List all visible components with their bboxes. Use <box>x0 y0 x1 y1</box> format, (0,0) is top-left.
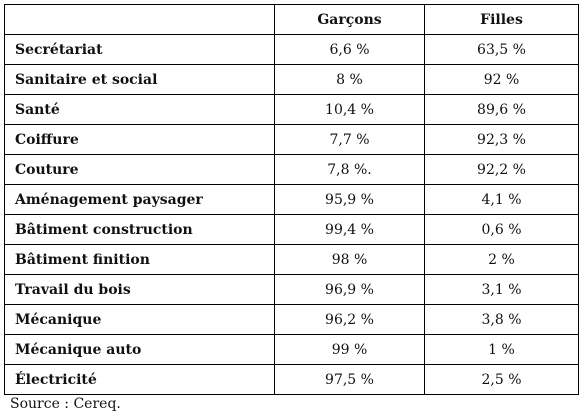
boys-value: 96,9 % <box>275 275 425 305</box>
row-label: Bâtiment finition <box>5 245 275 275</box>
header-empty-cell <box>5 5 275 35</box>
table-row <box>5 35 579 65</box>
girls-value: 2,5 % <box>425 365 579 395</box>
girls-value: 4,1 % <box>425 185 579 215</box>
boys-value: 7,8 %. <box>275 155 425 185</box>
boys-value: 6,6 % <box>275 35 425 65</box>
table-row <box>5 335 579 365</box>
row-label: Aménagement paysager <box>5 185 275 215</box>
girls-value: 89,6 % <box>425 95 579 125</box>
boys-value: 95,9 % <box>275 185 425 215</box>
table-row <box>5 275 579 305</box>
table-row <box>5 65 579 95</box>
table-row <box>5 185 579 215</box>
source-note: Source : Cereq. <box>10 396 121 412</box>
table-row <box>5 125 579 155</box>
girls-value: 0,6 % <box>425 215 579 245</box>
girls-value: 3,8 % <box>425 305 579 335</box>
row-label: Mécanique <box>5 305 275 335</box>
table-row <box>5 155 579 185</box>
girls-value: 1 % <box>425 335 579 365</box>
boys-value: 8 % <box>275 65 425 95</box>
row-label: Coiffure <box>5 125 275 155</box>
row-label: Électricité <box>5 365 275 395</box>
boys-value: 96,2 % <box>275 305 425 335</box>
header-row <box>5 5 579 35</box>
row-label: Bâtiment construction <box>5 215 275 245</box>
header-girls: Filles <box>425 5 579 35</box>
row-label: Travail du bois <box>5 275 275 305</box>
girls-value: 2 % <box>425 245 579 275</box>
girls-value: 3,1 % <box>425 275 579 305</box>
row-label: Secrétariat <box>5 35 275 65</box>
boys-value: 97,5 % <box>275 365 425 395</box>
boys-value: 99 % <box>275 335 425 365</box>
table-row <box>5 95 579 125</box>
girls-value: 92 % <box>425 65 579 95</box>
boys-value: 10,4 % <box>275 95 425 125</box>
table-row <box>5 215 579 245</box>
girls-value: 63,5 % <box>425 35 579 65</box>
boys-value: 99,4 % <box>275 215 425 245</box>
boys-value: 7,7 % <box>275 125 425 155</box>
row-label: Mécanique auto <box>5 335 275 365</box>
gender-distribution-table <box>4 4 579 395</box>
row-label: Sanitaire et social <box>5 65 275 95</box>
table-row <box>5 365 579 395</box>
girls-value: 92,3 % <box>425 125 579 155</box>
row-label: Couture <box>5 155 275 185</box>
table-row <box>5 305 579 335</box>
row-label: Santé <box>5 95 275 125</box>
boys-value: 98 % <box>275 245 425 275</box>
header-boys: Garçons <box>275 5 425 35</box>
girls-value: 92,2 % <box>425 155 579 185</box>
table-row <box>5 245 579 275</box>
